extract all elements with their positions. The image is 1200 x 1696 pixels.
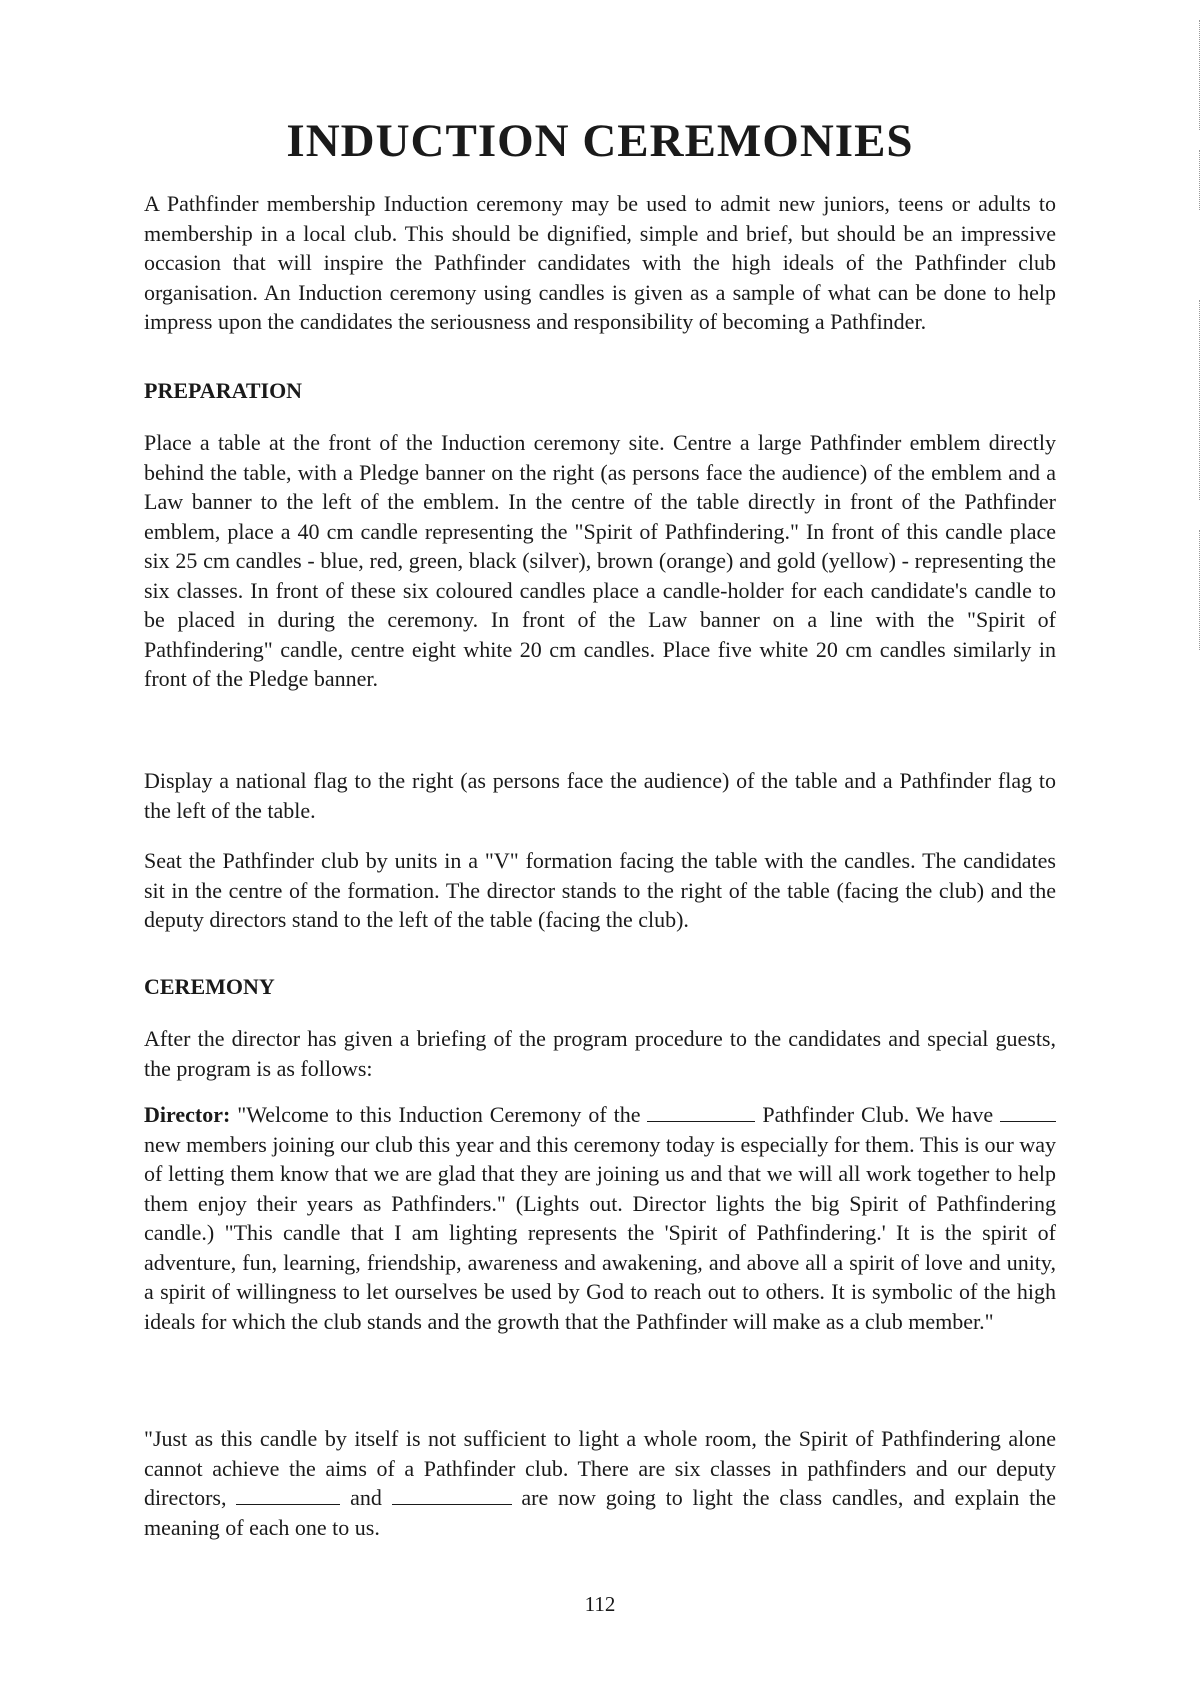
director-speech-part-3: new members joining our club this year and this ceremony today is especially for them. This is our way of letting them know that we are glad that they are joining us and that we will all work together to help them enjoy their years as Pathfinders." (Lights out. Director lights the big Spirit of Pathfindering candle.) "This candle that I am lighting represents the 'Spirit of Pathfindering.' It is the spirit of adventure, fun, learning, friendship, awareness and awakening, and above all a spirit of love and unity, a spirit of willingness to let ourselves be used by God to reach out to others. It is symbolic of the high ideals for which the club stands and the growth that the Pathfinder will make as a club member.": [144, 1131, 1056, 1334]
closing-and: and: [350, 1485, 382, 1510]
director-speech-part-1: "Welcome to this Induction Ceremony of the: [237, 1102, 641, 1127]
page-title: INDUCTION CEREMONIES: [286, 115, 914, 167]
preparation-heading: PREPARATION: [144, 378, 303, 403]
closing-part-2: are now going to light the class candles, and explain the meaning of each one to us.: [144, 1485, 1057, 1540]
preparation-paragraph-3: Seat the Pathfinder club by units in a "V" formation facing the table with the candles. The candidates sit in the centre of the formation. The director stands to the right of the table (facing the club) and the deputy directors stand to the left of the table (facing the club).: [144, 848, 1056, 932]
director-speech-paragraph: [144, 1100, 1056, 1336]
director-label: Director:: [144, 1102, 231, 1127]
deputy-director-2-blank: [392, 1486, 512, 1505]
club-name-blank: [647, 1103, 755, 1122]
ceremony-intro-paragraph: After the director has given a briefing of the program procedure to the candidates and special guests, the program is as follows:: [144, 1026, 1056, 1081]
preparation-paragraph-2: Display a national flag to the right (as persons face the audience) of the table and a Pathfinder flag to the left of the table.: [144, 768, 1056, 823]
intro-paragraph: A Pathfinder membership Induction ceremony may be used to admit new juniors, teens or adults to membership in a local club. This should be dignified, simple and brief, but should be an impressive occasion that will inspire the Pathfinder candidates with the high ideals of the Pathfinder club organisation. An Induction ceremony using candles is given as a sample of what can be done to help impress upon the candidates the seriousness and responsibility of becoming a Pathfinder.: [144, 191, 1056, 334]
preparation-paragraph-1: Place a table at the front of the Induction ceremony site. Centre a large Pathfinder emblem directly behind the table, with a Pledge banner on the right (as persons face the audience) of the emblem and a Law banner to the left of the emblem. In the centre of the table directly in front of the Pathfinder emblem, place a 40 cm candle representing the "Spirit of Pathfindering." In front of this candle place six 25 cm candles - blue, red, green, black (silver), brown (orange) and gold (yellow) - representing the six classes. In front of these six coloured candles place a candle-holder for each candidate's candle to be placed in during the ceremony. In front of the Law banner on a line with the "Spirit of Pathfindering" candle, centre eight white 20 cm candles. Place five white 20 cm candles similarly in front of the Pledge banner.: [144, 430, 1056, 691]
deputy-director-1-blank: [236, 1486, 340, 1505]
ceremony-heading: CEREMONY: [144, 974, 275, 999]
closing-paragraph: [144, 1424, 1056, 1542]
page-number: 112: [584, 1592, 616, 1616]
director-speech-part-2: Pathfinder Club. We have: [762, 1102, 994, 1127]
closing-part-1: "Just as this candle by itself is not sufficient to light a whole room, the Spirit of Pathfindering alone cannot achieve the aims of a Pathfinder club. There are six classes in pathfinders and our deputy directors,: [144, 1426, 1056, 1510]
member-count-blank: [1000, 1103, 1056, 1122]
